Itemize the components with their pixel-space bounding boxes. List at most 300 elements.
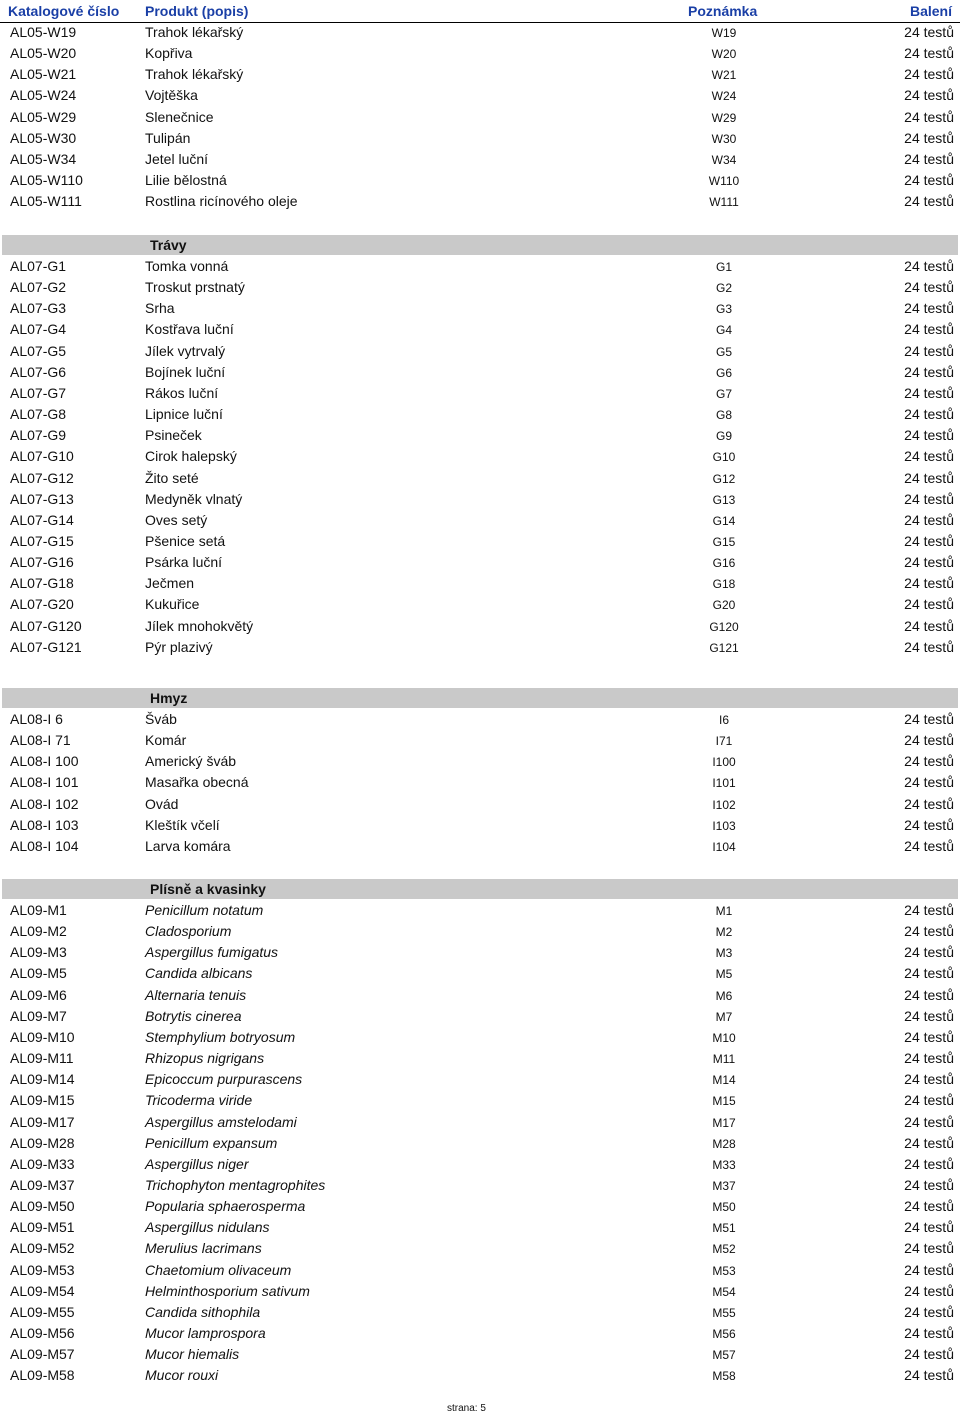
pack-cell: 24 testů [904,1071,954,1088]
table-row [0,425,960,446]
catalog-number-cell: AL05-W111 [10,193,82,210]
note-cell: M3 [715,946,733,961]
table-row [0,794,960,815]
table-row [0,128,960,149]
table-row [0,489,960,510]
pack-cell: 24 testů [904,1219,954,1236]
product-cell: Botrytis cinerea [145,1007,242,1024]
pack-cell: 24 testů [904,1367,954,1384]
note-cell: M17 [712,1115,736,1130]
product-cell: Jílek mnohokvětý [145,617,254,634]
pack-cell: 24 testů [904,1155,954,1172]
product-cell: Kukuřice [145,596,200,613]
pack-cell: 24 testů [904,532,954,549]
note-cell: W111 [709,195,739,210]
catalog-number-cell: AL07-G16 [10,554,74,571]
product-cell: Penicillum notatum [145,902,264,918]
catalog-number-cell: AL09-M50 [10,1198,75,1215]
catalog-number-cell: AL08-I 6 [10,711,63,727]
table-row [0,85,960,106]
note-cell: G20 [712,598,736,613]
catalog-number-cell: AL07-G18 [10,575,74,592]
product-cell: Helminthosporium sativum [145,1282,310,1299]
product-cell: Chaetomium olivaceum [145,1261,292,1278]
table-row [0,341,960,362]
catalog-number-cell: AL07-G14 [10,511,74,528]
note-cell: I103 [712,818,736,833]
catalog-number-cell: AL09-M5 [10,965,67,982]
catalog-number-cell: AL05-W30 [10,129,77,146]
product-cell: Larva komára [145,837,231,854]
product-cell: Kostřava luční [145,321,234,338]
catalog-number-cell: AL07-G15 [10,532,74,549]
table-row [0,1344,960,1365]
product-cell: Medyněk vlnatý [145,490,243,507]
catalog-number-cell: AL09-M17 [10,1113,75,1130]
table-row [0,709,960,730]
table-row [0,552,960,573]
note-cell: M53 [712,1263,736,1278]
table-row [0,256,960,277]
table-row [0,985,960,1006]
pack-cell: 24 testů [904,732,954,749]
pack-cell: 24 testů [904,944,954,961]
table-row [0,1006,960,1027]
note-cell: G14 [712,513,736,528]
pack-cell: 24 testů [904,774,954,791]
catalog-number-cell: AL08-I 100 [10,753,79,770]
pack-cell: 24 testů [904,469,954,486]
product-cell: Americký šváb [145,753,237,770]
product-cell: Vojtěška [145,87,198,104]
catalog-number-cell: AL05-W110 [10,172,83,189]
note-cell: G18 [712,577,736,592]
product-cell: Mucor lamprospora [145,1325,266,1341]
catalog-number-cell: AL08-I 71 [10,732,71,749]
catalog-number-cell: AL09-M33 [10,1155,75,1172]
table-row [0,751,960,772]
pack-cell: 24 testů [904,45,954,62]
product-cell: Kopřiva [145,45,193,62]
note-cell: I100 [712,755,736,770]
note-cell: M1 [715,904,733,918]
catalog-number-cell: AL07-G5 [10,342,67,359]
catalog-number-cell: AL09-M57 [10,1346,75,1363]
pack-cell: 24 testů [904,753,954,770]
catalog-number-cell: AL07-G10 [10,448,74,465]
catalog-number-cell: AL07-G9 [10,427,67,444]
pack-cell: 24 testů [904,363,954,380]
product-cell: Aspergillus nidulans [145,1219,270,1236]
catalog-number-cell: AL05-W24 [10,87,77,104]
table-row [0,383,960,404]
product-cell: Šváb [145,711,177,727]
product-cell: Oves setý [145,511,208,528]
catalog-number-cell: AL08-I 104 [10,837,79,854]
note-cell: G9 [715,429,733,444]
pack-cell: 24 testů [904,1134,954,1151]
catalog-number-cell: AL09-M56 [10,1325,75,1341]
product-cell: Rákos luční [145,384,219,401]
product-cell: Psineček [145,427,202,444]
pack-cell: 24 testů [904,342,954,359]
note-cell: G13 [712,492,736,507]
product-cell: Aspergillus amstelodami [145,1113,297,1130]
catalog-number-cell: AL07-G1 [10,258,67,274]
table-row [0,1281,960,1302]
pack-cell: 24 testů [904,448,954,465]
product-cell: Mucor hiemalis [145,1346,240,1363]
note-cell: W29 [711,110,737,125]
product-cell: Lipnice luční [145,406,223,423]
pack-cell: 24 testů [904,965,954,982]
catalog-number-cell: AL09-M3 [10,944,67,961]
catalog-number-cell: AL07-G2 [10,279,67,296]
table-row [0,1112,960,1133]
product-cell: Srha [145,300,175,317]
table-row [0,921,960,942]
catalog-number-cell: AL07-G7 [10,384,67,401]
catalog-number-cell: AL09-M52 [10,1240,75,1257]
product-cell: Merulius lacrimans [145,1240,262,1257]
catalog-number-cell: AL07-G4 [10,321,67,338]
pack-cell: 24 testů [904,1007,954,1024]
note-cell: G3 [715,302,733,317]
catalog-number-cell: AL07-G20 [10,596,74,613]
product-cell: Popularia sphaerosperma [145,1198,306,1215]
note-cell: M2 [715,925,733,940]
pack-cell: 24 testů [904,923,954,940]
table-header [0,0,960,23]
product-cell: Slenečnice [145,108,214,125]
product-cell: Rostlina ricínového oleje [145,193,298,210]
product-cell: Trichophyton mentagrophites [145,1176,326,1193]
pack-cell: 24 testů [904,66,954,83]
note-cell: M56 [712,1327,736,1341]
pack-cell: 24 testů [904,150,954,167]
note-cell: G5 [715,344,733,359]
product-cell: Tomka vonná [145,258,229,274]
note-cell: M51 [712,1221,736,1236]
pack-cell: 24 testů [904,384,954,401]
product-cell: Mucor rouxi [145,1367,219,1384]
pack-cell: 24 testů [904,1346,954,1363]
pack-cell: 24 testů [904,1303,954,1320]
pack-cell: 24 testů [904,638,954,655]
note-cell: I104 [712,839,736,854]
pack-cell: 24 testů [904,87,954,104]
note-cell: M52 [712,1242,736,1257]
product-cell: Penicillum expansum [145,1134,278,1151]
table-row [0,510,960,531]
catalog-number-cell: AL09-M55 [10,1303,75,1320]
note-cell: G2 [715,281,733,296]
product-cell: Lilie bělostná [145,172,227,189]
note-cell: M7 [715,1009,733,1024]
catalog-number-cell: AL09-M54 [10,1282,75,1299]
note-cell: I6 [718,713,730,727]
table-row [0,468,960,489]
catalog-number-cell: AL09-M28 [10,1134,75,1151]
table-row [0,1217,960,1238]
catalog-number-cell: AL07-G8 [10,406,67,423]
note-cell: M37 [712,1178,736,1193]
note-cell: M10 [712,1030,736,1045]
table-row [0,446,960,467]
note-cell: G4 [715,323,733,338]
product-cell: Jílek vytrvalý [145,342,226,359]
section-title: Trávy [150,237,187,253]
catalog-number-cell: AL07-G3 [10,300,67,317]
note-cell: G15 [712,534,736,549]
note-cell: G7 [715,386,733,401]
table-row [0,637,960,658]
catalog-number-cell: AL07-G13 [10,490,74,507]
table-row [0,1302,960,1323]
table-row [0,942,960,963]
table-row [0,1196,960,1217]
pack-cell: 24 testů [904,129,954,146]
pack-cell: 24 testů [904,986,954,1003]
product-cell: Candida sithophila [145,1303,261,1320]
table-row [0,616,960,637]
note-cell: I71 [715,734,733,749]
pack-cell: 24 testů [904,837,954,854]
product-cell: Ječmen [145,575,195,592]
table-row [0,298,960,319]
header-catalog-number: Katalogové číslo [8,3,120,19]
note-cell: M50 [712,1200,736,1215]
table-row [0,1090,960,1111]
pack-cell: 24 testů [904,795,954,812]
note-cell: M58 [712,1369,736,1384]
product-cell: Candida albicans [145,965,253,982]
note-cell: G8 [715,408,733,423]
table-row [0,362,960,383]
pack-cell: 24 testů [904,193,954,210]
catalog-number-cell: AL07-G12 [10,469,74,486]
table-row [0,772,960,793]
page-number: strana: 5 [447,1403,486,1414]
table-row [0,1069,960,1090]
product-cell: Ovád [145,795,179,812]
note-cell: W24 [711,89,737,104]
table-row [0,277,960,298]
catalog-number-cell: AL09-M6 [10,986,67,1003]
pack-cell: 24 testů [904,258,954,274]
pack-cell: 24 testů [904,1261,954,1278]
note-cell: G12 [712,471,736,486]
product-cell: Tricoderma viride [145,1092,253,1109]
table-row [0,1048,960,1069]
table-row [0,1238,960,1259]
table-row [0,594,960,615]
note-cell: M33 [712,1157,736,1172]
catalog-number-cell: AL09-M58 [10,1367,75,1384]
note-cell: M14 [712,1073,736,1088]
catalog-number-cell: AL09-M14 [10,1071,75,1088]
table-row [0,1027,960,1048]
table-row [0,963,960,984]
pack-cell: 24 testů [904,511,954,528]
catalog-number-cell: AL05-W19 [10,24,77,40]
section-title: Hmyz [150,690,188,706]
note-cell: M11 [712,1052,736,1067]
product-cell: Alternaria tenuis [145,986,247,1003]
note-cell: M54 [712,1284,736,1299]
table-row [0,404,960,425]
pack-cell: 24 testů [904,617,954,634]
pack-cell: 24 testů [904,554,954,571]
pack-cell: 24 testů [904,279,954,296]
section-header-bar [2,688,958,708]
catalog-number-cell: AL07-G120 [10,617,82,634]
catalog-number-cell: AL08-I 102 [10,795,79,812]
pack-cell: 24 testů [904,24,954,40]
pack-cell: 24 testů [904,902,954,918]
catalog-number-cell: AL05-W20 [10,45,77,62]
note-cell: G121 [709,640,739,655]
table-row [0,900,960,921]
table-row [0,170,960,191]
note-cell: W34 [711,152,737,167]
table-row [0,1260,960,1281]
note-cell: W20 [711,47,737,62]
table-row [0,107,960,128]
table-row [0,815,960,836]
header-note: Poznámka [688,3,758,19]
pack-cell: 24 testů [904,321,954,338]
section-header-bar [2,879,958,899]
pack-cell: 24 testů [904,427,954,444]
pack-cell: 24 testů [904,1176,954,1193]
table-row [0,1133,960,1154]
note-cell: G120 [709,619,739,634]
table-row [0,1175,960,1196]
catalog-number-cell: AL09-M11 [10,1050,74,1067]
product-cell: Tulipán [145,129,191,146]
table-row [0,64,960,85]
catalog-number-cell: AL05-W21 [10,66,77,83]
product-cell: Stemphylium botryosum [145,1028,296,1045]
pack-cell: 24 testů [904,1240,954,1257]
product-cell: Trahok lékařský [145,66,244,83]
note-cell: W110 [708,174,740,189]
pack-cell: 24 testů [904,711,954,727]
product-cell: Komár [145,732,187,749]
pack-cell: 24 testů [904,172,954,189]
catalog-number-cell: AL09-M2 [10,923,67,940]
pack-cell: 24 testů [904,1198,954,1215]
header-product: Produkt (popis) [145,3,249,19]
table-row [0,730,960,751]
catalog-number-cell: AL09-M51 [10,1219,75,1236]
header-pack: Balení [909,3,952,19]
note-cell: G16 [712,556,736,571]
note-cell: I101 [712,776,736,791]
note-cell: M28 [712,1136,736,1151]
pack-cell: 24 testů [904,816,954,833]
catalog-number-cell: AL08-I 103 [10,816,79,833]
note-cell: M6 [715,988,733,1003]
product-cell: Žito seté [145,469,199,486]
note-cell: M57 [712,1348,736,1363]
section-header-bar [2,235,958,255]
catalog-number-cell: AL07-G6 [10,363,67,380]
product-cell: Kleštík včelí [145,816,220,833]
pack-cell: 24 testů [904,1282,954,1299]
table-row [0,1365,960,1386]
product-cell: Epicoccum purpurascens [145,1071,303,1088]
catalog-number-cell: AL07-G121 [10,638,82,655]
table-row [0,573,960,594]
note-cell: W30 [711,131,737,146]
catalog-number-cell: AL09-M7 [10,1007,67,1024]
table-row [0,43,960,64]
product-cell: Aspergillus fumigatus [145,944,279,961]
note-cell: M15 [712,1094,736,1109]
table-row [0,836,960,857]
product-cell: Trahok lékařský [145,24,244,40]
pack-cell: 24 testů [904,300,954,317]
catalog-number-cell: AL05-W34 [10,150,77,167]
table-row [0,531,960,552]
table-row [0,22,960,43]
product-cell: Bojínek luční [145,363,226,380]
section-title: Plísně a kvasinky [150,881,266,897]
catalog-number-cell: AL09-M53 [10,1261,75,1278]
pack-cell: 24 testů [904,1050,954,1067]
product-cell: Aspergillus niger [145,1155,249,1172]
table-row [0,1323,960,1344]
pack-cell: 24 testů [904,406,954,423]
catalog-number-cell: AL09-M37 [10,1176,75,1193]
pack-cell: 24 testů [904,1028,954,1045]
table-row [0,191,960,212]
note-cell: G10 [712,450,736,465]
pack-cell: 24 testů [904,1092,954,1109]
product-cell: Cirok halepský [145,448,237,465]
product-cell: Psárka luční [145,554,223,571]
table-row [0,149,960,170]
note-cell: W21 [711,68,737,83]
catalog-number-cell: AL09-M10 [10,1028,75,1045]
note-cell: M5 [715,967,733,982]
note-cell: G6 [715,365,733,380]
product-cell: Rhizopus nigrigans [145,1050,265,1067]
pack-cell: 24 testů [904,596,954,613]
note-cell: I102 [712,797,736,812]
product-cell: Cladosporium [145,923,232,940]
catalog-number-cell: AL09-M15 [10,1092,75,1109]
product-cell: Pýr plazivý [145,638,213,655]
product-cell: Jetel luční [145,150,209,167]
pack-cell: 24 testů [904,1113,954,1130]
product-cell: Masařka obecná [145,774,249,791]
catalog-number-cell: AL05-W29 [10,108,77,125]
product-cell: Troskut prstnatý [145,279,245,296]
pack-cell: 24 testů [904,490,954,507]
pack-cell: 24 testů [904,575,954,592]
catalog-number-cell: AL08-I 101 [10,774,79,791]
catalog-number-cell: AL09-M1 [10,902,67,918]
product-cell: Pšenice setá [145,532,226,549]
note-cell: W19 [711,26,737,40]
note-cell: G1 [715,260,733,274]
pack-cell: 24 testů [904,108,954,125]
pack-cell: 24 testů [904,1325,954,1341]
note-cell: M55 [712,1305,736,1320]
